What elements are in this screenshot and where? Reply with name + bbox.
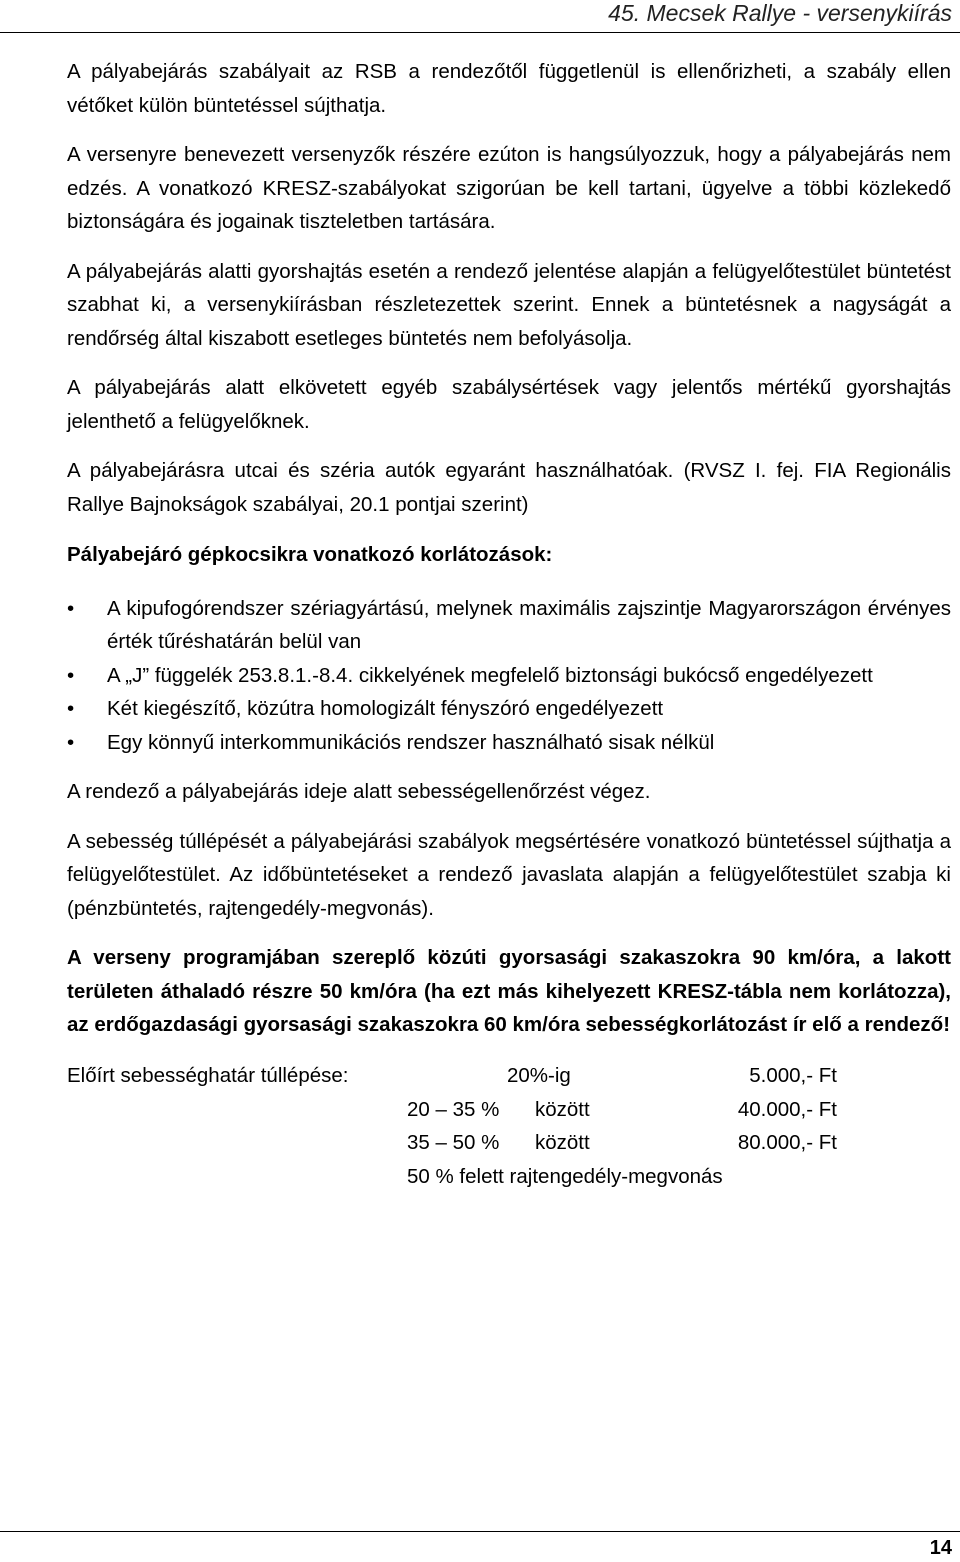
list-item: • Két kiegészítő, közútra homologizált fényszóró engedélyezett: [67, 692, 951, 726]
paragraph-cars-allowed: A pályabejárásra utcai és széria autók egyaránt használhatóak. (RVSZ I. fej. FIA Regionális Rallye Bajnokságok szabályai, 20.1 pontjai szerint): [67, 459, 951, 516]
restrictions-list: [67, 592, 951, 760]
paragraph-other-violations: A pályabejárás alatt elkövetett egyéb szabálysértések vagy jelentős mértékű gyorshajtás jelenthető a felügyelőknek.: [67, 376, 951, 433]
paragraph-speed-penalty: A sebesség túllépését a pályabejárási szabályok megsértésére vonatkozó büntetéssel sújthatja a felügyelőtestület. Az időbüntetéseket a rendező javaslata alapján a felügyelőtestület szabja ki (pénzbüntetés, rajtengedély-megvonás).: [67, 829, 951, 920]
table-row: [67, 1059, 951, 1092]
paragraph-not-training: A versenyre benevezett versenyzők részére ezúton is hangsúlyozzuk, hogy a pályabejárás nem edzés. A vonatkozó KRESZ-szabályokat szigorúan be kell tartani, ügyelve a többi közlekedő biztonságára és jogainak tiszteletben tartására.: [67, 143, 951, 233]
penalty-range: 20 – 35 %: [407, 1097, 500, 1121]
page-content: [67, 55, 951, 1193]
penalty-range: 35 – 50 %: [407, 1130, 500, 1154]
penalty-between: között: [535, 1097, 590, 1121]
document-header-title: 45. Mecsek Rallye - versenykiírás: [608, 0, 952, 26]
penalty-last-row: 50 % felett rajtengedély-megvonás: [407, 1164, 723, 1188]
table-row: [67, 1126, 951, 1159]
list-item: • Egy könnyű interkommunikációs rendszer használható sisak nélkül: [67, 726, 951, 760]
page-number: 14: [929, 1537, 952, 1559]
restrictions-heading: Pályabejáró gépkocsikra vonatkozó korlátozások:: [67, 543, 553, 566]
penalty-range: 20%-ig: [507, 1063, 571, 1087]
penalty-amount: 80.000,- Ft: [737, 1130, 837, 1154]
paragraph-speed-limits: A verseny programjában szereplő közúti gyorsasági szakaszokra 90 km/óra, a lakott területen áthaladó részre 50 km/óra (ha ezt más kihelyezett KRESZ-tábla nem korlátozza), az erdőgazdasági gyorsasági szakaszokra 60 km/óra sebességkorlátozást ír elő a rendező!: [67, 946, 951, 1036]
paragraph-speeding-penalty: A pályabejárás alatti gyorshajtás esetén a rendező jelentése alapján a felügyelőtestület büntetést szabhat ki, a versenykiírásban részletezettek szerint. Ennek a büntetésnek a nagyságát a rendőrség által kiszabott esetleges büntetés nem befolyásolja.: [67, 259, 951, 350]
penalty-amount: 40.000,- Ft: [737, 1097, 837, 1121]
paragraph-rsb-control: A pályabejárás szabályait az RSB a rendezőtől függetlenül is ellenőrizheti, a szabály ellen vétőket külön büntetéssel sújthatja.: [67, 60, 951, 117]
penalty-between: között: [535, 1130, 590, 1154]
table-row: [67, 1093, 951, 1126]
header-divider: [0, 32, 960, 33]
penalty-amount: 5.000,- Ft: [749, 1063, 837, 1087]
table-row: [67, 1160, 951, 1193]
list-item: • A kipufogórendszer szériagyártású, melynek maximális zajszintje Magyarországon érvényes érték tűréshatárán belül van: [67, 592, 951, 659]
list-item: • A „J” függelék 253.8.1.-8.4. cikkelyének megfelelő biztonsági bukócső engedélyezett: [67, 659, 951, 693]
penalty-table: [67, 1059, 951, 1193]
footer-divider: [0, 1531, 960, 1532]
penalty-label: Előírt sebességhatár túllépése:: [67, 1063, 349, 1087]
paragraph-speed-check: A rendező a pályabejárás ideje alatt sebességellenőrzést végez.: [67, 780, 651, 803]
